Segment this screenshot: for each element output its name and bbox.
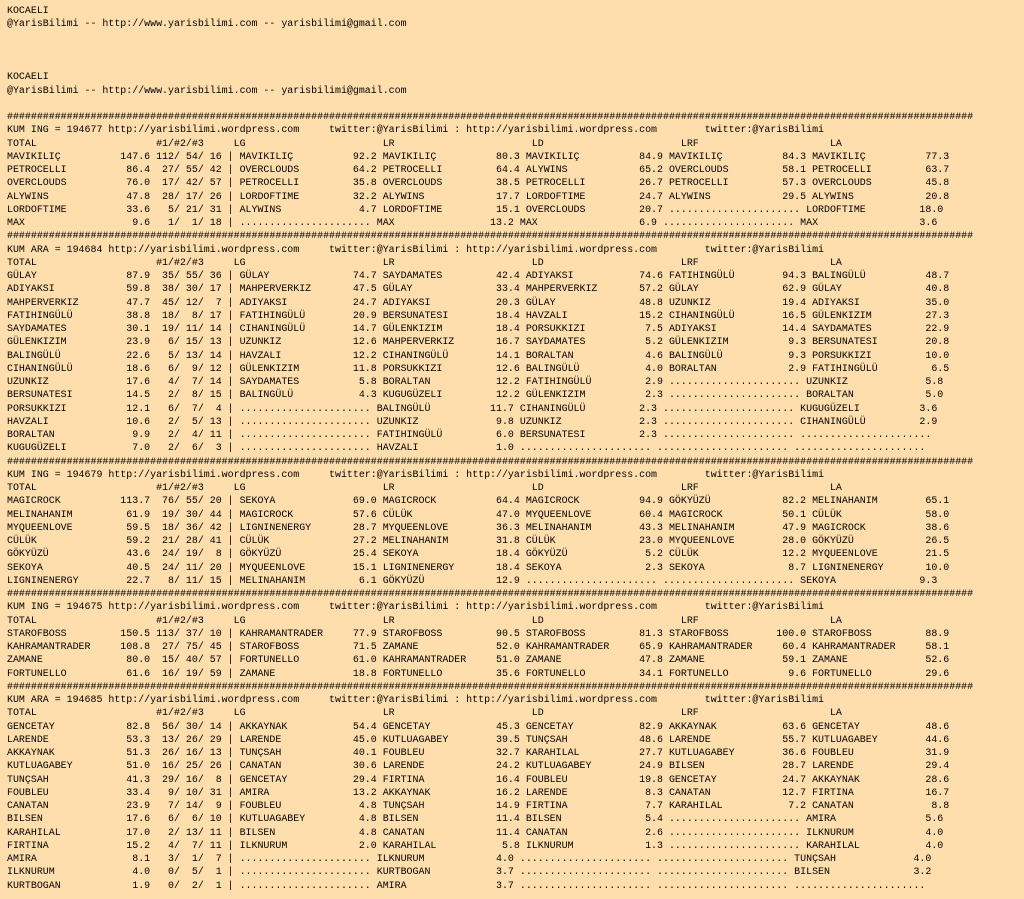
text-line: STAROFBOSS 150.5 113/ 37/ 10 | KAHRAMANTRADER 77.9 STAROFBOSS 90.5 STAROFBOSS 81.3 STAROFBOSS 100.0 STAROFBOSS 88.9 <box>7 627 950 639</box>
race-header-line: KUM ARA = 194684 http://yarisbilimi.wordpress.com twitter:@YarisBilimi : http://yarisbilimi.wordpress.com twitter:@YarisBilimi <box>7 243 824 255</box>
text-line: GÜLAY 87.9 35/ 55/ 36 | GÜLAY 74.7 SAYDAMATES 42.4 ADIYAKSI 74.6 FATIHINGÜLÜ 94.3 BALINGÜLÜ 48.7 <box>7 270 950 281</box>
text-line: GÖKYÜZÜ 43.6 24/ 19/ 8 | GÖKYÜZÜ 25.4 SEKOYA 18.4 GÖKYÜZÜ 5.2 CÜLÜK 12.2 MYQUEENLOVE 21.5 <box>7 548 950 560</box>
text-line: GÜLENKIZIM 23.9 6/ 15/ 13 | UZUNKIZ 12.6 MAHPERVERKIZ 16.7 SAYDAMATES 5.2 GÜLENKIZIM 9.3 BERSUNATESI 20.8 <box>7 336 950 348</box>
text-line: FATIHINGÜLÜ 38.8 18/ 8/ 17 | FATIHINGÜLÜ 20.9 BERSUNATESI 18.4 HAVZALI 15.2 CIHANINGÜLÜ 16.5 GÜLENKIZIM 27.3 <box>7 309 950 321</box>
column-header-line: TOTAL #1/#2/#3 LG LR LD LRF LA <box>7 137 842 149</box>
text-line: KARAHILAL 17.0 2/ 13/ 11 | BILSEN 4.8 CANATAN 11.4 CANATAN 2.6 ...................... ILKNURUM 4.0 <box>7 826 944 838</box>
text-line: PETROCELLI 86.4 27/ 55/ 42 | OVERCLOUDS 64.2 PETROCELLI 64.4 ALYWINS 65.2 OVERCLOUDS 58.1 PETROCELLI 63.7 <box>7 164 950 175</box>
text-line: PORSUKKIZI 12.1 6/ 7/ 4 | ...................... BALINGÜLÜ 11.7 CIHANINGÜLÜ 2.3 ...................... KUGUGÜZELI 3.6 <box>7 402 938 414</box>
text-line: LIGNINENERGY 22.7 8/ 11/ 15 | MELINAHANIM 6.1 GÖKYÜZÜ 12.9 ...................... ...................... SEKOYA 9.3 <box>7 574 938 586</box>
text-line: KOCAELI <box>7 71 49 83</box>
column-header-line: TOTAL #1/#2/#3 LG LR LD LRF LA <box>7 482 842 493</box>
text-line: KOCAELI <box>7 5 49 16</box>
text-line: CIHANINGÜLÜ 18.6 6/ 9/ 12 | GÜLENKIZIM 11.8 PORSUKKIZI 12.6 BALINGÜLÜ 4.0 BORALTAN 2.9 FATIHINGÜLÜ 6.5 <box>7 362 950 374</box>
text-line: MYQUEENLOVE 59.5 18/ 36/ 42 | LIGNINENERGY 28.7 MYQUEENLOVE 36.3 MELINAHANIM 43.3 MELINAHANIM 47.9 MAGICROCK 38.6 <box>7 521 950 533</box>
text-line: AKKAYNAK 51.3 26/ 16/ 13 | TUNÇSAH 40.1 FOUBLEU 32.7 KARAHILAL 27.7 KUTLUAGABEY 36.6 FOUBLEU 31.9 <box>7 747 950 758</box>
text-line: KUGUGÜZELI 7.0 2/ 6/ 3 | ...................... HAVZALI 1.0 ...................... ...................... ...................... <box>7 442 926 454</box>
race-header-line: KUM ING = 194675 http://yarisbilimi.wordpress.com twitter:@YarisBilimi : http://yarisbilimi.wordpress.com twitter:@YarisBilimi <box>7 601 824 613</box>
blank-line <box>7 97 1024 110</box>
text-line: ADIYAKSI 59.8 38/ 30/ 17 | MAHPERVERKIZ 47.5 GÜLAY 33.4 MAHPERVERKIZ 57.2 GÜLAY 62.9 GÜLAY 40.8 <box>7 283 950 295</box>
blank-line <box>7 31 1024 44</box>
text-line: @YarisBilimi -- http://www.yarisbilimi.com -- yarisbilimi@gmail.com <box>7 84 407 96</box>
text-line: ILKNURUM 4.0 0/ 5/ 1 | ...................... KURTBOGAN 3.7 ...................... ...................... BILSEN 3.2 <box>7 866 932 878</box>
text-line: @YarisBilimi -- http://www.yarisbilimi.com -- yarisbilimi@gmail.com <box>7 18 407 30</box>
separator-line: ################################################################################################################################################################## <box>7 455 974 467</box>
column-header-line: TOTAL #1/#2/#3 LG LR LD LRF LA <box>7 256 842 268</box>
separator-line: ################################################################################################################################################################## <box>7 680 974 692</box>
text-line: SEKOYA 40.5 24/ 11/ 20 | MYQUEENLOVE 15.1 LIGNINENERGY 18.4 SEKOYA 2.3 SEKOYA 8.7 LIGNINENERGY 10.0 <box>7 561 950 573</box>
race-header-line: KUM ARA = 194685 http://yarisbilimi.wordpress.com twitter:@YarisBilimi : http://yarisbilimi.wordpress.com twitter:@YarisBilimi <box>7 694 824 705</box>
text-line: FORTUNELLO 61.6 16/ 19/ 59 | ZAMANE 18.8 FORTUNELLO 35.6 FORTUNELLO 34.1 FORTUNELLO 9.6 FORTUNELLO 29.6 <box>7 667 950 679</box>
text-line: SAYDAMATES 30.1 19/ 11/ 14 | CIHANINGÜLÜ 14.7 GÜLENKIZIM 18.4 PORSUKKIZI 7.5 ADIYAKSI 14.4 SAYDAMATES 22.9 <box>7 323 950 334</box>
text-line: LORDOFTIME 33.6 5/ 21/ 31 | ALYWINS 4.7 LORDOFTIME 15.1 OVERCLOUDS 20.7 ...................... LORDOFTIME 18.0 <box>7 203 944 215</box>
text-line: MELINAHANIM 61.9 19/ 30/ 44 | MAGICROCK 57.6 CÜLÜK 47.0 MYQUEENLOVE 60.4 MAGICROCK 50.1 CÜLÜK 58.0 <box>7 508 950 520</box>
text-line: KAHRAMANTRADER 108.8 27/ 75/ 45 | STAROFBOSS 71.5 ZAMANE 52.0 KAHRAMANTRADER 65.9 KAHRAMANTRADER 60.4 KAHRAMANTRADER 58.1 <box>7 641 950 652</box>
separator-line: ################################################################################################################################################################## <box>7 588 974 599</box>
text-line: KUTLUAGABEY 51.0 16/ 25/ 26 | CANATAN 30.6 LARENDE 24.2 KUTLUAGABEY 24.9 BILSEN 28.7 LARENDE 29.4 <box>7 760 950 772</box>
text-line: GENCETAY 82.8 56/ 30/ 14 | AKKAYNAK 54.4 GENCETAY 45.3 GENCETAY 82.9 AKKAYNAK 63.6 GENCETAY 48.6 <box>7 720 950 732</box>
text-line: BERSUNATESI 14.5 2/ 8/ 15 | BALINGÜLÜ 4.3 KUGUGÜZELI 12.2 GÜLENKIZIM 2.3 ...................... BORALTAN 5.0 <box>7 389 944 401</box>
text-line: MAVIKILIÇ 147.6 112/ 54/ 16 | MAVIKILIÇ 92.2 MAVIKILIÇ 80.3 MAVIKILIÇ 84.9 MAVIKILIÇ 84.3 MAVIKILIÇ 77.3 <box>7 150 950 162</box>
text-line: CANATAN 23.9 7/ 14/ 9 | FOUBLEU 4.8 TUNÇSAH 14.9 FIRTINA 7.7 KARAHILAL 7.2 CANATAN 8.8 <box>7 800 950 811</box>
text-line: OVERCLOUDS 76.0 17/ 42/ 57 | PETROCELLI 35.8 OVERCLOUDS 38.5 PETROCELLI 26.7 PETROCELLI 57.3 OVERCLOUDS 45.8 <box>7 177 950 189</box>
column-header-line: TOTAL #1/#2/#3 LG LR LD LRF LA <box>7 707 842 719</box>
text-line: UZUNKIZ 17.6 4/ 7/ 14 | SAYDAMATES 5.8 BORALTAN 12.2 FATIHINGÜLÜ 2.9 ...................... UZUNKIZ 5.8 <box>7 376 944 387</box>
text-line: HAVZALI 10.6 2/ 5/ 13 | ...................... UZUNKIZ 9.8 UZUNKIZ 2.3 ...................... CIHANINGÜLÜ 2.9 <box>7 415 938 427</box>
text-line: KURTBOGAN 1.9 0/ 2/ 1 | ...................... AMIRA 3.7 ...................... ...................... ...................... <box>7 879 926 891</box>
text-line: CÜLÜK 59.2 21/ 28/ 41 | CÜLÜK 27.2 MELINAHANIM 31.8 CÜLÜK 23.0 MYQUEENLOVE 28.0 GÖKYÜZÜ 26.5 <box>7 535 950 546</box>
separator-line: ################################################################################################################################################################## <box>7 111 974 122</box>
text-line: BALINGÜLÜ 22.6 5/ 13/ 14 | HAVZALI 12.2 CIHANINGÜLÜ 14.1 BORALTAN 4.6 BALINGÜLÜ 9.3 PORSUKKIZI 10.0 <box>7 349 950 361</box>
blank-line <box>7 44 1024 57</box>
text-line: LARENDE 53.3 13/ 26/ 29 | LARENDE 45.0 KUTLUAGABEY 39.5 TUNÇSAH 48.6 LARENDE 55.7 KUTLUAGABEY 44.6 <box>7 733 950 745</box>
text-line: ALYWINS 47.8 28/ 17/ 26 | LORDOFTIME 32.2 ALYWINS 17.7 LORDOFTIME 24.7 ALYWINS 29.5 ALYWINS 20.8 <box>7 190 950 202</box>
race-header-line: KUM ING = 194679 http://yarisbilimi.wordpress.com twitter:@YarisBilimi : http://yarisbilimi.wordpress.com twitter:@YarisBilimi <box>7 468 824 480</box>
column-header-line: TOTAL #1/#2/#3 LG LR LD LRF LA <box>7 614 842 626</box>
text-line: BILSEN 17.6 6/ 6/ 10 | KUTLUAGABEY 4.8 BILSEN 11.4 BILSEN 5.4 ...................... AMIRA 5.6 <box>7 813 944 825</box>
text-line: MAX 9.6 1/ 1/ 18 | ...................... MAX 13.2 MAX 6.9 ...................... MAX 3.6 <box>7 217 938 228</box>
separator-line: ################################################################################################################################################################## <box>7 230 974 242</box>
race-header-line: KUM ING = 194677 http://yarisbilimi.wordpress.com twitter:@YarisBilimi : http://yarisbilimi.wordpress.com twitter:@YarisBilimi <box>7 124 824 136</box>
text-line: MAGICROCK 113.7 76/ 55/ 20 | SEKOYA 69.0 MAGICROCK 64.4 MAGICROCK 94.9 GÖKYÜZÜ 82.2 MELINAHANIM 65.1 <box>7 495 950 507</box>
text-line: BORALTAN 9.9 2/ 4/ 11 | ...................... FATIHINGÜLÜ 6.0 BERSUNATESI 2.3 ...................... ...................... <box>7 429 932 440</box>
text-line: AMIRA 8.1 3/ 1/ 7 | ...................... ILKNURUM 4.0 ...................... ...................... TUNÇSAH 4.0 <box>7 853 932 864</box>
text-line: TUNÇSAH 41.3 29/ 16/ 8 | GENCETAY 29.4 FIRTINA 16.4 FOUBLEU 19.8 GENCETAY 24.7 AKKAYNAK 28.6 <box>7 773 950 785</box>
blank-line <box>7 57 1024 70</box>
text-line: ZAMANE 80.0 15/ 40/ 57 | FORTUNELLO 61.0 KAHRAMANTRADER 51.0 ZAMANE 47.8 ZAMANE 59.1 ZAMANE 52.6 <box>7 654 950 666</box>
text-line: FOUBLEU 33.4 9/ 10/ 31 | AMIRA 13.2 AKKAYNAK 16.2 LARENDE 8.3 CANATAN 12.7 FIRTINA 16.7 <box>7 786 950 798</box>
text-line: FIRTINA 15.2 4/ 7/ 11 | ILKNURUM 2.0 KARAHILAL 5.8 ILKNURUM 1.3 ...................... KARAHILAL 4.0 <box>7 839 944 851</box>
text-line: MAHPERVERKIZ 47.7 45/ 12/ 7 | ADIYAKSI 24.7 ADIYAKSI 20.3 GÜLAY 48.8 UZUNKIZ 19.4 ADIYAKSI 35.0 <box>7 296 950 308</box>
